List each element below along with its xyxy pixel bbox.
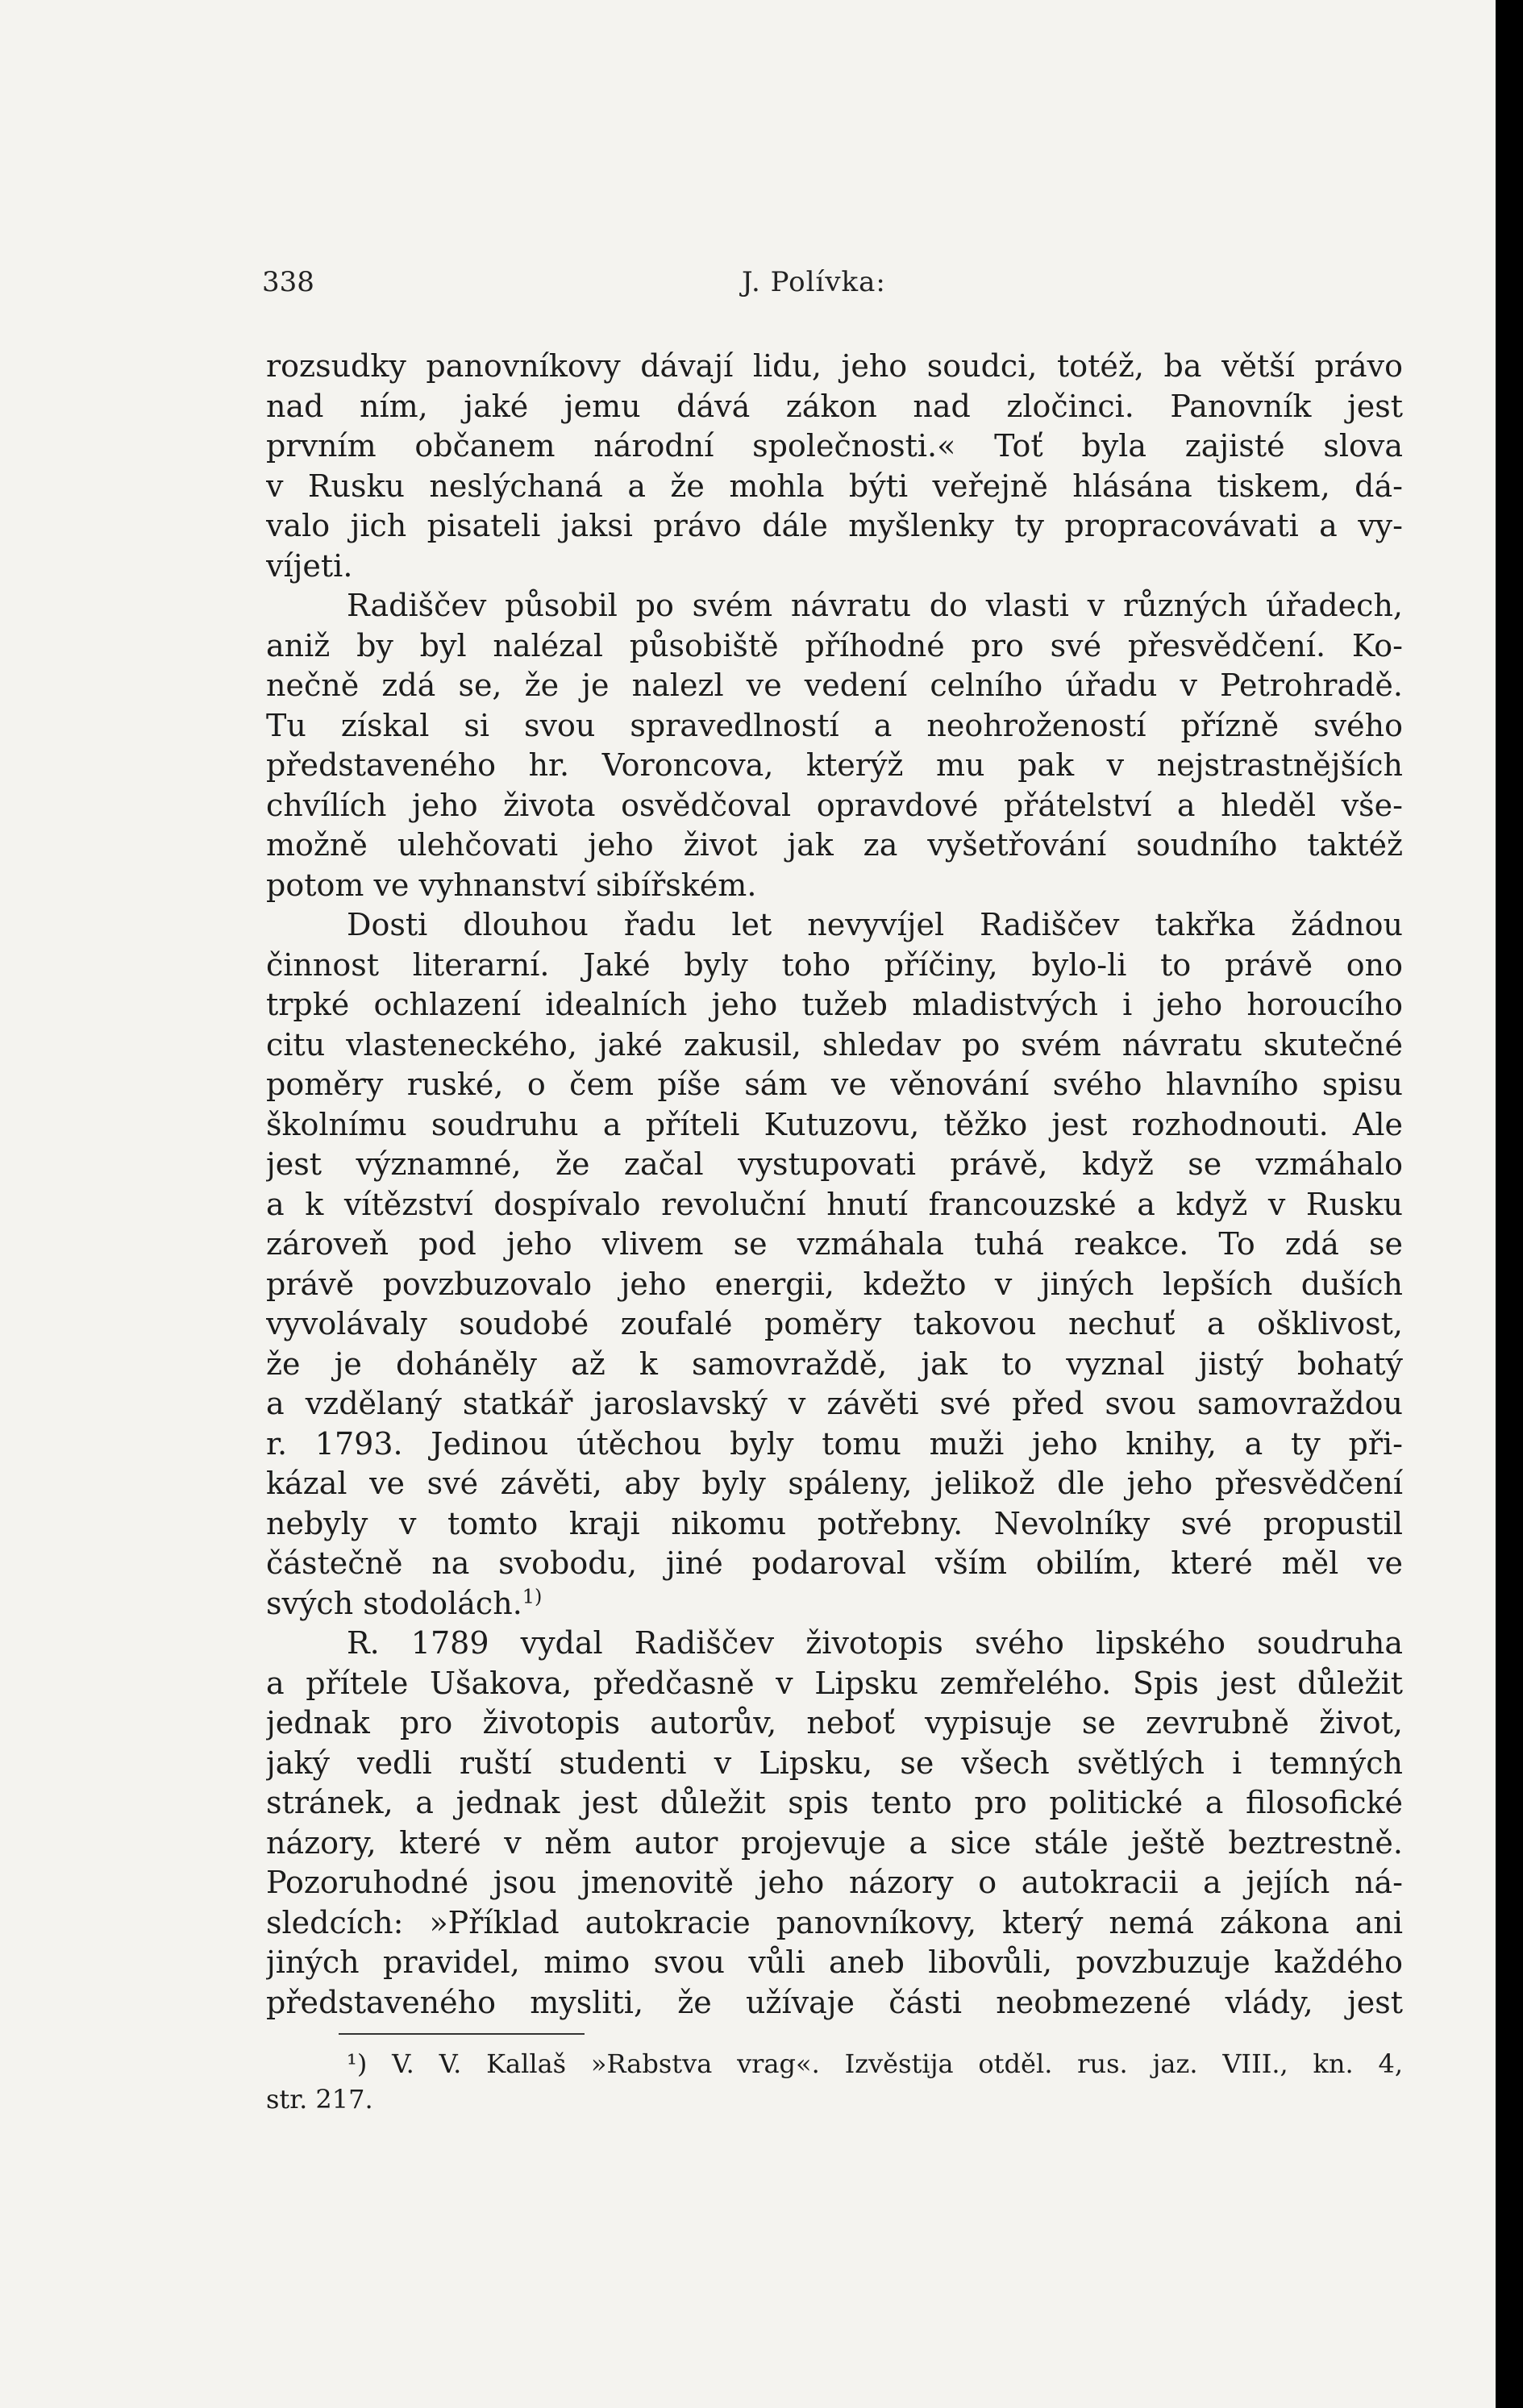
text-line: kázal ve své závěti, aby byly spáleny, jelikož dle jeho přesvědčení bbox=[266, 1466, 1403, 1501]
text-line: zároveň pod jeho vlivem se vzmáhala tuhá reakce. To zdá se bbox=[266, 1226, 1403, 1262]
text-line: Dosti dlouhou řadu let nevyvíjel Radiščev takřka žádnou bbox=[347, 907, 1403, 942]
text-line: sledcích: »Příklad autokracie panovníkovy, který nemá zákona ani bbox=[266, 1904, 1403, 1940]
text-line: r. 1793. Jedinou útěchou byly tomu muži jeho knihy, a ty při- bbox=[266, 1425, 1403, 1462]
text-line: právě povzbuzovalo jeho energii, kdežto v jiných lepších duších bbox=[266, 1266, 1403, 1302]
text-line: Pozoruhodné jsou jmenovitě jeho názory o autokracii a jejích ná- bbox=[266, 1865, 1403, 1900]
text-line: rozsudky panovníkovy dávají lidu, jeho soudci, totéž, ba větší právo bbox=[266, 348, 1403, 384]
text-line: nad ním, jaké jemu dává zákon nad zločinci. Panovník jest bbox=[266, 388, 1403, 424]
footnote-line-2: str. 217. bbox=[266, 2084, 373, 2115]
text-line: představeného mysliti, že užívaje části neobmezené vlády, jest bbox=[266, 1984, 1403, 2020]
text-line: možně ulehčovati jeho život jak za vyšetřování soudního taktéž bbox=[266, 827, 1403, 863]
text-line: částečně na svobodu, jiné podaroval vším obilím, které měl ve bbox=[266, 1545, 1403, 1581]
footnote-marker: ¹) bbox=[347, 2048, 368, 2079]
text-line: představeného hr. Voroncova, kterýž mu pak v nejstrastnějších bbox=[266, 747, 1403, 783]
footnote-separator bbox=[339, 2033, 585, 2035]
running-title: J. Polívka: bbox=[742, 266, 886, 298]
text-line: víjeti. bbox=[266, 547, 353, 584]
text-line: názory, které v něm autor projevuje a sice stále ještě beztrestně. bbox=[266, 1824, 1403, 1861]
footnote-text: V. V. Kallaš »Rabstva vrag«. Izvěstija otděl. rus. jaz. VIII., kn. 4, bbox=[392, 2048, 1404, 2079]
footnote-line-1 bbox=[266, 2046, 1403, 2082]
footnote-reference: 1) bbox=[522, 1584, 543, 1607]
running-header bbox=[262, 266, 1407, 311]
text-line: Tu získal si svou spravedlností a neohrožeností přízně svého bbox=[266, 707, 1403, 743]
text-line: stránek, a jednak jest důležit spis tento pro politické a filosofické bbox=[266, 1785, 1403, 1820]
text-line: jaký vedli ruští studenti v Lipsku, se všech světlých i temných bbox=[266, 1745, 1403, 1781]
body-text bbox=[266, 347, 1403, 2023]
text-line: valo jich pisateli jaksi právo dále myšlenky ty propracovávati a vy- bbox=[266, 508, 1403, 543]
text-line: jiných pravidel, mimo svou vůli aneb libovůli, povzbuzuje každého bbox=[266, 1944, 1403, 1980]
footnote bbox=[266, 2046, 1403, 2117]
text-line: jest významné, že začal vystupovati právě, když se vzmáhalo bbox=[266, 1146, 1403, 1182]
text-line: citu vlasteneckého, jaké zakusil, shledav po svém návratu skutečné bbox=[266, 1026, 1403, 1063]
text-line: nebyly v tomto kraji nikomu potřebny. Nevolníky své propustil bbox=[266, 1505, 1403, 1541]
text-line: jednak pro životopis autorův, neboť vypisuje se zevrubně život, bbox=[266, 1705, 1403, 1740]
text-line: a přítele Ušakova, předčasně v Lipsku zemřelého. Spis jest důležit bbox=[266, 1665, 1403, 1701]
text-line: a k vítězství dospívalo revoluční hnutí francouzské a když v Rusku bbox=[266, 1186, 1403, 1222]
text-line: školnímu soudruhu a příteli Kutuzovu, těžko jest rozhodnouti. Ale bbox=[266, 1106, 1403, 1142]
text-line: vyvolávaly soudobé zoufalé poměry takovou nechuť a ošklivost, bbox=[266, 1306, 1403, 1341]
page-number: 338 bbox=[262, 266, 314, 298]
text-line: R. 1789 vydal Radiščev životopis svého lipského soudruha bbox=[347, 1625, 1403, 1661]
text-line: poměry ruské, o čem píše sám ve věnování svého hlavního spisu bbox=[266, 1067, 1403, 1102]
text-line: činnost literarní. Jaké byly toho příčiny, bylo-li to právě ono bbox=[266, 946, 1403, 983]
text-line-with-footnote-ref bbox=[266, 1584, 1403, 1624]
text-line: potom ve vyhnanství sibířském. bbox=[266, 867, 757, 903]
text-line: nečně zdá se, že je nalezl ve vedení celního úřadu v Petrohradě. bbox=[266, 668, 1403, 703]
text-line: aniž by byl nalézal působiště příhodné pro své přesvědčení. Ko- bbox=[266, 627, 1403, 663]
text-line: chvílích jeho života osvědčoval opravdové přátelství a hleděl vše- bbox=[266, 787, 1403, 823]
text-line: a vzdělaný statkář jaroslavský v závěti své před svou samovraždou bbox=[266, 1386, 1403, 1421]
text-line: trpké ochlazení idealních jeho tužeb mladistvých i jeho horoucího bbox=[266, 987, 1403, 1022]
text-line: prvním občanem národní společnosti.« Toť byla zajisté slova bbox=[266, 428, 1403, 464]
text-line: Radiščev působil po svém návratu do vlasti v různých úřadech, bbox=[347, 588, 1403, 623]
text-line: že je doháněly až k samovraždě, jak to vyznal jistý bohatý bbox=[266, 1345, 1403, 1382]
text-line: svých stodolách. bbox=[266, 1585, 522, 1621]
text-line: v Rusku neslýchaná a že mohla býti veřejně hlásána tiskem, dá- bbox=[266, 468, 1403, 504]
